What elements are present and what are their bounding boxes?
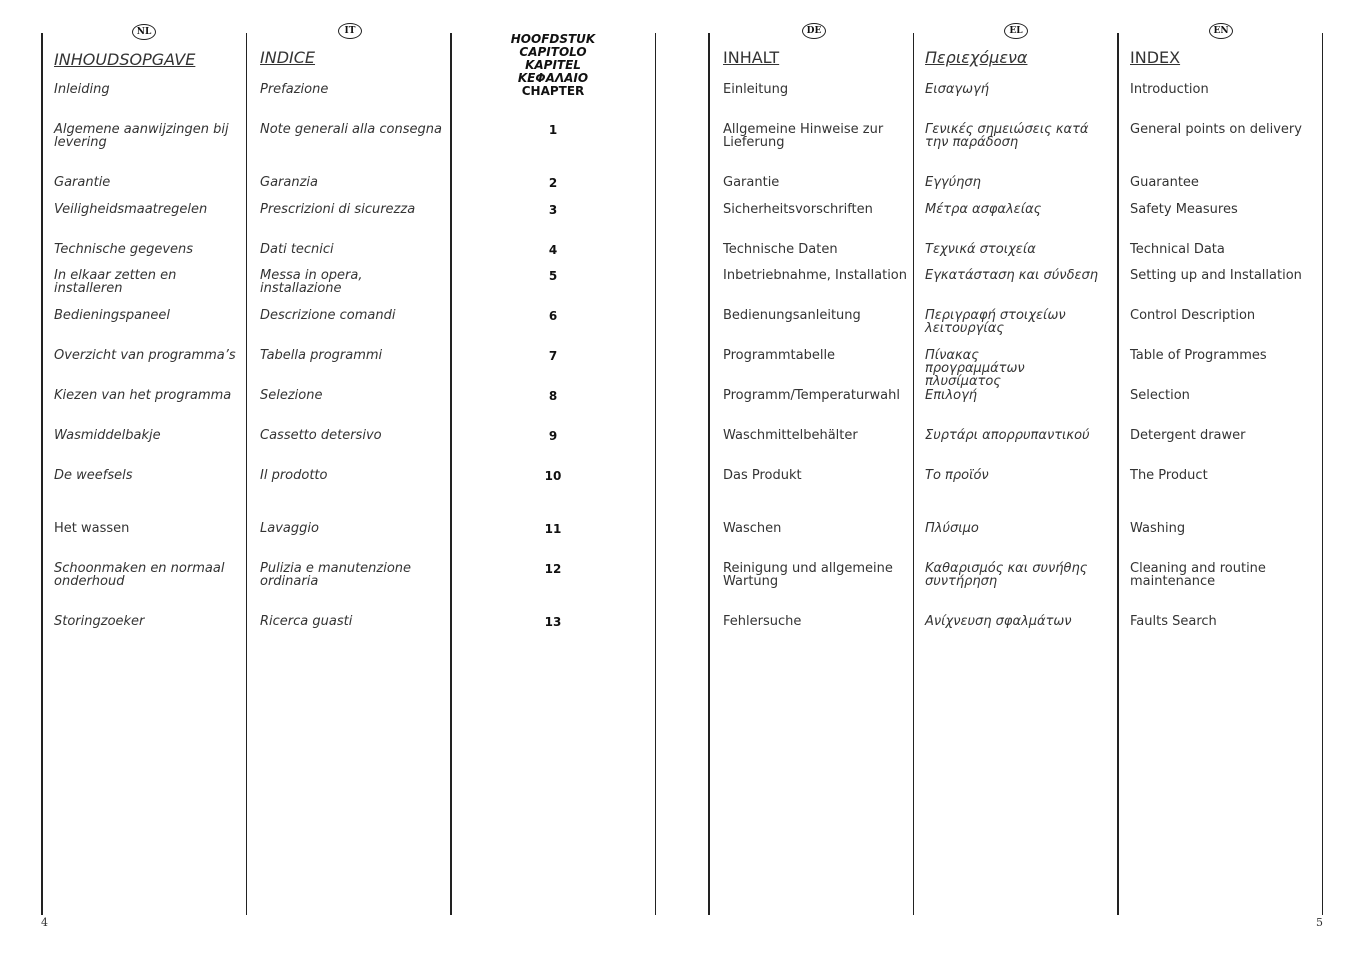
column-rule xyxy=(1322,33,1323,915)
column-rule xyxy=(1117,33,1119,915)
toc-entry-de: Waschen xyxy=(723,521,782,536)
toc-entry-de: Fehlersuche xyxy=(723,614,802,629)
toc-entry-el: Ανίχνευση σφαλμάτων xyxy=(925,614,1072,629)
toc-entry-el: Πίνακας προγραμμάτων πλυσίματος xyxy=(925,348,1025,389)
chapter-header-line: CAPITOLO xyxy=(519,45,587,59)
heading-it: INDICE xyxy=(260,48,316,67)
toc-entry-el: Επιλογή xyxy=(925,388,978,403)
language-badge-el: EL xyxy=(1004,23,1028,39)
toc-entry-el: Το προϊόν xyxy=(925,468,989,483)
chapter-number: 4 xyxy=(548,243,558,257)
chapter-number: 13 xyxy=(544,615,562,629)
toc-entry-de: Programm/Temperaturwahl xyxy=(723,388,900,403)
toc-entry-it: Prescrizioni di sicurezza xyxy=(260,202,416,217)
toc-entry-el: Εγκατάσταση και σύνδεση xyxy=(925,268,1099,283)
chapter-number: 10 xyxy=(544,469,562,483)
language-badge-nl: NL xyxy=(132,24,156,40)
toc-entry-nl: Veiligheidsmaatregelen xyxy=(54,202,208,217)
toc-entry-nl: Wasmiddelbakje xyxy=(54,428,161,443)
chapter-number: 3 xyxy=(548,203,558,217)
chapter-number: 1 xyxy=(548,123,558,137)
toc-entry-en: Selection xyxy=(1130,388,1190,403)
toc-entry-en: Cleaning and routine maintenance xyxy=(1130,561,1266,589)
toc-entry-nl: Schoonmaken en normaal onderhoud xyxy=(54,561,225,589)
chapter-header-line: HOOFDSTUK xyxy=(510,32,596,46)
toc-entry-de: Reinigung und allgemeine Wartung xyxy=(723,561,893,589)
page-number-left: 4 xyxy=(41,916,48,929)
toc-entry-nl: Kiezen van het programma xyxy=(54,388,232,403)
language-badge-it: IT xyxy=(338,23,362,39)
toc-entry-en: Safety Measures xyxy=(1130,202,1238,217)
toc-entry-en: Faults Search xyxy=(1130,614,1217,629)
toc-entry-de: Allgemeine Hinweise zur Lieferung xyxy=(723,122,884,150)
toc-entry-nl: Garantie xyxy=(54,175,111,190)
column-rule xyxy=(450,33,452,915)
toc-entry-it: Tabella programmi xyxy=(260,348,383,363)
toc-entry-en: Setting up and Installation xyxy=(1130,268,1302,283)
toc-entry-it: Ricerca guasti xyxy=(260,614,353,629)
toc-entry-en: The Product xyxy=(1130,468,1208,483)
heading-el: Περιεχόμενα xyxy=(925,48,1028,67)
chapter-number: 8 xyxy=(548,389,558,403)
toc-entry-el: Μέτρα ασφαλείας xyxy=(925,202,1042,217)
heading-en: INDEX xyxy=(1130,48,1181,67)
toc-entry-el: Γενικές σημειώσεις κατά την παράδοση xyxy=(925,122,1089,150)
toc-entry-de: Technische Daten xyxy=(723,242,838,257)
toc-entry-en: Washing xyxy=(1130,521,1186,536)
chapter-number: 11 xyxy=(544,522,562,536)
chapter-number: 6 xyxy=(548,309,558,323)
toc-entry-nl: Overzicht van programma’s xyxy=(54,348,236,363)
toc-entry-nl: Bedieningspaneel xyxy=(54,308,170,323)
toc-entry-de: Bedienungsanleitung xyxy=(723,308,861,323)
heading-de: INHALT xyxy=(723,48,780,67)
toc-entry-nl: Algemene aanwijzingen bij levering xyxy=(54,122,229,150)
chapter-number: 5 xyxy=(548,269,558,283)
column-rule xyxy=(246,33,247,915)
toc-entry-it: Dati tecnici xyxy=(260,242,334,257)
toc-entry-it: Cassetto detersivo xyxy=(260,428,382,443)
toc-entry-nl: Technische gegevens xyxy=(54,242,194,257)
toc-entry-nl: Inleiding xyxy=(54,82,110,97)
column-rule xyxy=(41,33,43,915)
toc-entry-en: Table of Programmes xyxy=(1130,348,1267,363)
chapter-number: 12 xyxy=(544,562,562,576)
toc-entry-el: Τεχνικά στοιχεία xyxy=(925,242,1036,257)
chapter-header-line: KAPITEL xyxy=(525,58,581,72)
toc-entry-de: Das Produkt xyxy=(723,468,802,483)
toc-entry-de: Einleitung xyxy=(723,82,789,97)
chapter-header-line: CHAPTER xyxy=(521,84,585,98)
toc-entry-it: Note generali alla consegna xyxy=(260,122,442,137)
chapter-number: 7 xyxy=(548,349,558,363)
toc-entry-nl: Storingzoeker xyxy=(54,614,145,629)
toc-entry-de: Garantie xyxy=(723,175,780,190)
toc-entry-it: Descrizione comandi xyxy=(260,308,396,323)
toc-entry-nl: De weefsels xyxy=(54,468,133,483)
chapter-number: 9 xyxy=(548,429,558,443)
column-rule xyxy=(708,33,710,915)
toc-entry-it: Lavaggio xyxy=(260,521,319,536)
language-badge-en: EN xyxy=(1209,23,1233,39)
chapter-header-line: ΚΕΦΑΛΑΙΟ xyxy=(517,71,589,85)
toc-entry-el: Εισαγωγή xyxy=(925,82,989,97)
toc-entry-en: Guarantee xyxy=(1130,175,1199,190)
page-number-right: 5 xyxy=(1316,916,1323,929)
toc-entry-el: Πλύσιμο xyxy=(925,521,979,536)
toc-entry-en: Introduction xyxy=(1130,82,1209,97)
toc-entry-it: Pulizia e manutenzione ordinaria xyxy=(260,561,412,589)
toc-entry-de: Waschmittelbehälter xyxy=(723,428,858,443)
column-rule xyxy=(655,33,656,915)
toc-entry-en: Detergent drawer xyxy=(1130,428,1246,443)
toc-entry-en: General points on delivery xyxy=(1130,122,1302,137)
toc-entry-el: Καθαρισμός και συνήθης συντήρηση xyxy=(925,561,1088,589)
chapter-number: 2 xyxy=(548,176,558,190)
toc-entry-nl: In elkaar zetten en installeren xyxy=(54,268,177,296)
language-badge-de: DE xyxy=(802,23,826,39)
toc-entry-it: Prefazione xyxy=(260,82,329,97)
toc-entry-it: Messa in opera, installazione xyxy=(260,268,363,296)
toc-entry-de: Inbetriebnahme, Installation xyxy=(723,268,907,283)
toc-entry-nl: Het wassen xyxy=(54,521,130,536)
toc-entry-en: Control Description xyxy=(1130,308,1256,323)
column-rule xyxy=(913,33,914,915)
toc-entry-de: Programmtabelle xyxy=(723,348,836,363)
toc-entry-el: Περιγραφή στοιχείων λειτουργίας xyxy=(925,308,1066,336)
chapter-header xyxy=(500,33,606,98)
toc-entry-it: Il prodotto xyxy=(260,468,328,483)
toc-entry-de: Sicherheitsvorschriften xyxy=(723,202,873,217)
toc-entry-en: Technical Data xyxy=(1130,242,1225,257)
toc-entry-it: Selezione xyxy=(260,388,323,403)
toc-entry-it: Garanzia xyxy=(260,175,318,190)
toc-entry-el: Εγγύηση xyxy=(925,175,981,190)
toc-entry-el: Συρτάρι απορρυπαντικού xyxy=(925,428,1090,443)
heading-nl: INHOUDSOPGAVE xyxy=(54,50,196,69)
